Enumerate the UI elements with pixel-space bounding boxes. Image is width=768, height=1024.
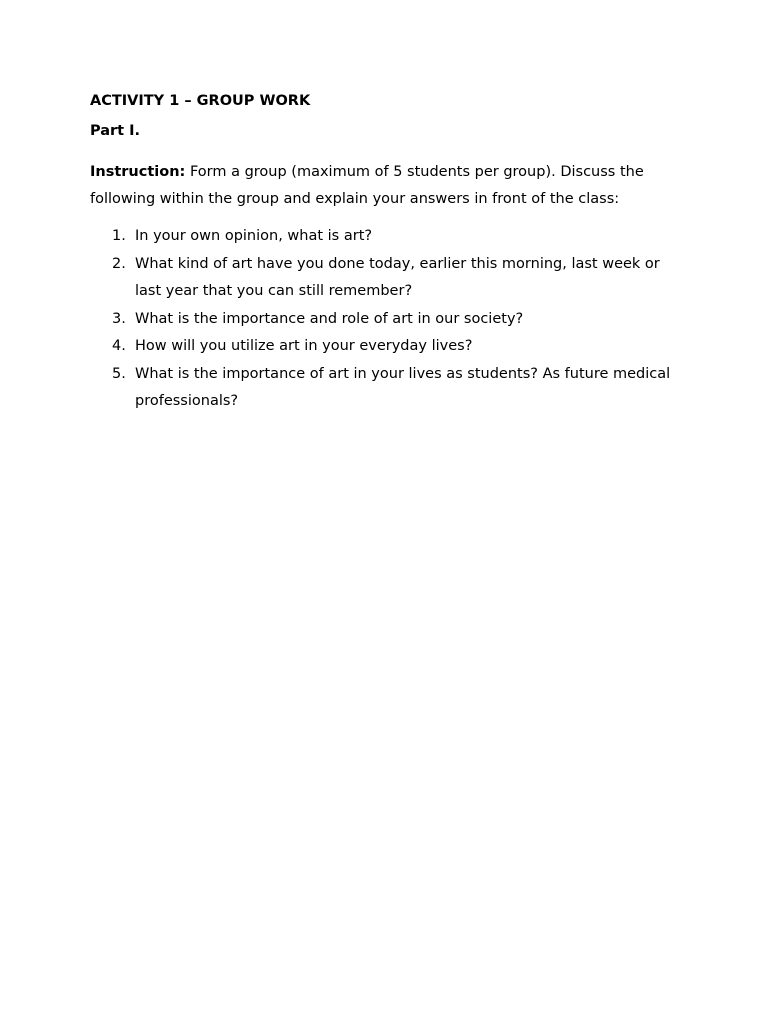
question-item <box>90 361 680 416</box>
question-item <box>90 333 680 361</box>
question-list <box>90 223 680 416</box>
question-number: 2. <box>112 255 126 272</box>
instruction-paragraph <box>90 159 680 213</box>
document-body <box>90 91 680 416</box>
question-number: 4. <box>112 338 126 354</box>
part-heading: Part I. <box>90 123 141 139</box>
question-number: 5. <box>112 365 126 382</box>
activity-title: ACTIVITY 1 – GROUP WORK <box>90 93 311 109</box>
question-text: In your own opinion, what is art? <box>135 228 373 244</box>
question-text: What is the importance of art in your lives as students? As future medical professionals? <box>135 365 671 409</box>
question-text: What kind of art have you done today, earlier this morning, last week or last year that you can still remember? <box>135 255 660 299</box>
question-item <box>90 223 680 251</box>
question-item <box>90 306 680 334</box>
question-number: 1. <box>112 228 126 244</box>
instruction-label: Instruction: <box>90 164 186 180</box>
question-text: How will you utilize art in your everyday lives? <box>135 338 473 354</box>
question-number: 3. <box>112 310 126 327</box>
question-item <box>90 251 680 306</box>
instruction-text: Form a group (maximum of 5 students per group). Discuss the following within the group and explain your answers in front of the class: <box>90 164 644 207</box>
question-text: What is the importance and role of art in our society? <box>135 310 524 327</box>
